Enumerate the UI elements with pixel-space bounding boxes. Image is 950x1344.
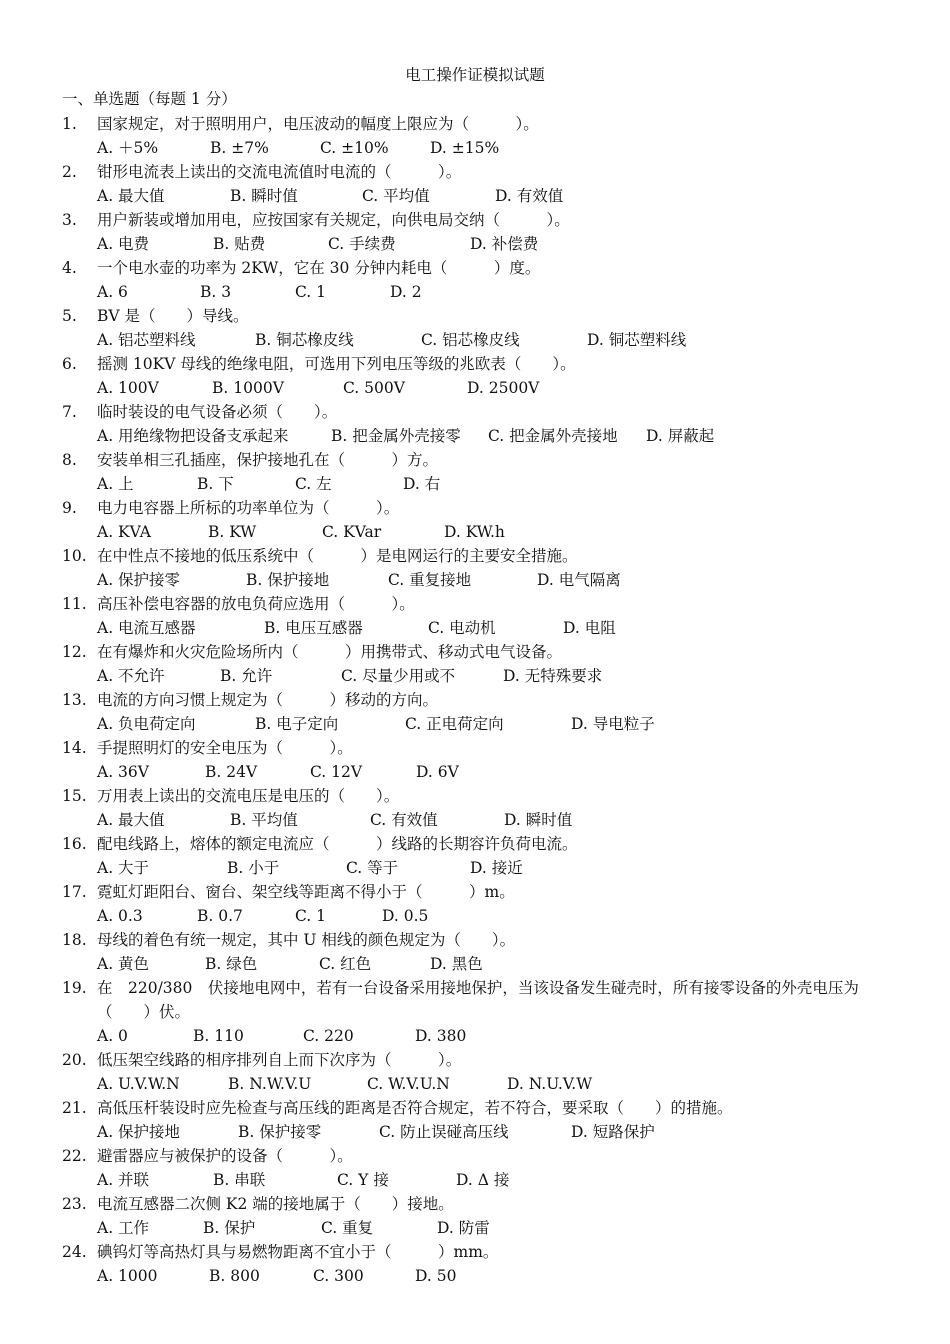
option-a: A. 黄色 <box>97 955 150 973</box>
question-text: 霓虹灯距阳台、窗台、架空线等距离不得小于（ ）m。 <box>97 883 515 901</box>
question-item <box>62 1048 902 1096</box>
option-b: B. 电子定向 <box>255 715 339 733</box>
answer-options <box>97 1024 902 1048</box>
option-a: A. 大于 <box>97 859 150 877</box>
option-d: D. 导电粒子 <box>571 715 655 733</box>
question-text: 电流互感器二次侧 K2 端的接地属于（ ）接地。 <box>97 1195 454 1213</box>
option-a: A. 用绝缘物把设备支承起来 <box>97 427 289 445</box>
question-stem <box>62 448 902 472</box>
option-b: B. N.W.V.U <box>228 1075 312 1093</box>
question-item <box>62 784 902 832</box>
question-text: 钳形电流表上读出的交流电流值时电流的（ ）。 <box>97 163 462 181</box>
answer-options <box>97 136 902 160</box>
answer-options <box>97 232 902 256</box>
option-a: A. 1000 <box>97 1267 158 1285</box>
question-item <box>62 256 902 304</box>
option-d: D. 短路保护 <box>571 1123 655 1141</box>
option-d: D. 50 <box>415 1267 457 1285</box>
option-d: D. 2 <box>390 283 422 301</box>
question-text: 低压架空线路的相序排列自上而下次序为（ ）。 <box>97 1051 462 1069</box>
question-stem <box>62 1192 902 1216</box>
option-b: B. 贴费 <box>213 235 266 253</box>
question-item <box>62 880 902 928</box>
question-number: 6. <box>62 355 77 373</box>
option-a: A. 电流互感器 <box>97 619 196 637</box>
answer-options <box>97 328 902 352</box>
option-d: D. KW.h <box>444 523 505 541</box>
option-d: D. 瞬时值 <box>504 811 573 829</box>
option-a: A. 并联 <box>97 1171 150 1189</box>
option-a: A. 最大值 <box>97 811 165 829</box>
option-b: B. 保护 <box>203 1219 256 1237</box>
question-stem <box>62 496 902 520</box>
question-item <box>62 928 902 976</box>
question-item <box>62 832 902 880</box>
answer-options <box>97 952 902 976</box>
option-b: B. 保护接零 <box>238 1123 322 1141</box>
question-item <box>62 400 902 448</box>
option-b: B. 铜芯橡皮线 <box>255 331 354 349</box>
question-number: 16. <box>62 835 87 853</box>
question-item <box>62 304 902 352</box>
option-b: B. KW <box>208 523 257 541</box>
option-b: B. 1000V <box>212 379 284 397</box>
question-number: 3. <box>62 211 77 229</box>
answer-options <box>97 520 902 544</box>
question-stem <box>62 400 902 424</box>
answer-options <box>97 808 902 832</box>
option-d: D. 电阻 <box>563 619 616 637</box>
question-number: 1. <box>62 115 77 133</box>
option-a: A. 不允许 <box>97 667 165 685</box>
option-c: C. 等于 <box>346 859 399 877</box>
option-d: D. N.U.V.W <box>507 1075 593 1093</box>
option-c: C. 220 <box>303 1027 354 1045</box>
option-d: D. 铜芯塑料线 <box>587 331 687 349</box>
option-b: B. 小于 <box>227 859 280 877</box>
question-stem <box>62 1048 902 1072</box>
option-d: D. 无特殊要求 <box>503 667 603 685</box>
question-text: 手提照明灯的安全电压为（ ）。 <box>97 739 353 757</box>
option-a: A. 6 <box>97 283 128 301</box>
option-b: B. 允许 <box>220 667 273 685</box>
option-d: D. 380 <box>415 1027 467 1045</box>
question-text: 高压补偿电容器的放电负荷应选用（ ）。 <box>97 595 415 613</box>
option-a: A. 最大值 <box>97 187 165 205</box>
answer-options <box>97 1072 902 1096</box>
answer-options <box>97 1264 902 1288</box>
question-stem <box>62 544 902 568</box>
answer-options <box>97 184 902 208</box>
option-c: C. 尽量少用或不 <box>341 667 456 685</box>
option-a: A. 工作 <box>97 1219 150 1237</box>
option-a: A. 36V <box>97 763 149 781</box>
option-c: C. 防止误碰高压线 <box>379 1123 509 1141</box>
question-number: 4. <box>62 259 77 277</box>
option-a: A. 100V <box>97 379 159 397</box>
question-number: 12. <box>62 643 87 661</box>
option-a: A. 保护接零 <box>97 571 181 589</box>
question-stem <box>62 304 902 328</box>
question-text: 国家规定，对于照明用户，电压波动的幅度上限应为（ ）。 <box>97 115 539 133</box>
option-d: D. Δ 接 <box>456 1171 510 1189</box>
option-b: B. 110 <box>193 1027 244 1045</box>
option-c: C. W.V.U.N <box>367 1075 450 1093</box>
option-c: C. 把金属外壳接地 <box>488 427 618 445</box>
answer-options <box>97 760 902 784</box>
question-stem <box>62 592 902 616</box>
answer-options <box>97 376 902 400</box>
option-d: D. 黑色 <box>430 955 483 973</box>
question-item <box>62 496 902 544</box>
question-item <box>62 1096 902 1144</box>
question-text: 摇测 10KV 母线的绝缘电阻，可选用下列电压等级的兆欧表（ ）。 <box>97 355 576 373</box>
question-text: 用户新装或增加用电，应按国家有关规定，向供电局交纳（ ）。 <box>97 211 570 229</box>
question-text: 临时装设的电气设备必须（ ）。 <box>97 403 338 421</box>
question-text: 高低压杆装设时应先检查与高压线的距离是否符合规定，若不符合，要采取（ ）的措施。 <box>97 1099 733 1117</box>
option-b: B. 串联 <box>213 1171 266 1189</box>
question-stem <box>62 832 902 856</box>
option-c: C. Y 接 <box>337 1171 389 1189</box>
option-b: B. 3 <box>200 283 232 301</box>
question-stem <box>62 352 902 376</box>
option-c: C. 重复接地 <box>388 571 472 589</box>
answer-options <box>97 664 902 688</box>
option-c: C. 重复 <box>321 1219 374 1237</box>
question-stem <box>62 1240 902 1264</box>
question-stem <box>62 688 902 712</box>
question-number: 11. <box>62 595 87 613</box>
option-b: B. 24V <box>205 763 258 781</box>
option-a: A. 保护接地 <box>97 1123 181 1141</box>
option-d: D. 0.5 <box>382 907 429 925</box>
option-d: D. 2500V <box>467 379 540 397</box>
question-number: 21. <box>62 1099 87 1117</box>
question-stem <box>62 880 902 904</box>
option-d: D. 接近 <box>470 859 523 877</box>
option-c: C. KVar <box>322 523 382 541</box>
answer-options <box>97 424 902 448</box>
option-b: B. 绿色 <box>205 955 258 973</box>
question-item <box>62 544 902 592</box>
question-stem <box>62 640 902 664</box>
question-text: 一个电水壶的功率为 2KW，它在 30 分钟内耗电（ ）度。 <box>97 259 541 277</box>
option-c: C. 红色 <box>319 955 372 973</box>
question-stem <box>62 112 902 136</box>
option-b: B. ±7% <box>210 139 269 157</box>
question-item <box>62 448 902 496</box>
answer-options <box>97 1216 902 1240</box>
option-a: A. 负电荷定向 <box>97 715 196 733</box>
option-c: C. 铝芯橡皮线 <box>421 331 520 349</box>
option-c: C. 300 <box>313 1267 364 1285</box>
option-c: C. 手续费 <box>328 235 396 253</box>
question-item <box>62 1240 902 1288</box>
option-c: C. 有效值 <box>370 811 438 829</box>
question-number: 22. <box>62 1147 87 1165</box>
option-a: A. 0.3 <box>97 907 143 925</box>
question-text: 母线的着色有统一规定，其中 U 相线的颜色规定为（ ）。 <box>97 931 516 949</box>
question-item <box>62 640 902 688</box>
answer-options <box>97 1168 902 1192</box>
question-item <box>62 352 902 400</box>
question-item <box>62 1144 902 1192</box>
answer-options <box>97 1120 902 1144</box>
option-b: B. 平均值 <box>230 811 298 829</box>
answer-options <box>97 712 902 736</box>
option-b: B. 0.7 <box>197 907 243 925</box>
answer-options <box>97 472 902 496</box>
option-a: A. 0 <box>97 1027 128 1045</box>
question-item <box>62 208 902 256</box>
option-b: B. 把金属外壳接零 <box>331 427 461 445</box>
question-text: 避雷器应与被保护的设备（ ）。 <box>97 1147 353 1165</box>
option-a: A. ＋5% <box>97 139 159 157</box>
question-stem <box>62 976 902 1024</box>
question-item <box>62 976 902 1048</box>
question-stem <box>62 736 902 760</box>
question-number: 20. <box>62 1051 87 1069</box>
question-text: 安装单相三孔插座，保护接地孔在（ ）方。 <box>97 451 439 469</box>
question-text: 万用表上读出的交流电压是电压的（ ）。 <box>97 787 400 805</box>
answer-options <box>97 904 902 928</box>
option-a: A. 上 <box>97 475 134 493</box>
option-d: D. 有效值 <box>495 187 564 205</box>
question-list <box>62 112 902 1288</box>
question-text: 在 220/380 伏接地电网中，若有一台设备采用接地保护，当该设备发生碰壳时，所有接零设备的外壳电压为（ ）伏。 <box>97 979 859 1021</box>
option-d: D. 屏蔽起 <box>646 427 715 445</box>
question-item <box>62 592 902 640</box>
option-a: A. U.V.W.N <box>97 1075 180 1093</box>
question-number: 14. <box>62 739 87 757</box>
question-number: 2. <box>62 163 77 181</box>
option-b: B. 保护接地 <box>246 571 330 589</box>
option-d: D. ±15% <box>430 139 500 157</box>
question-text: 电流的方向习惯上规定为（ ）移动的方向。 <box>97 691 439 709</box>
question-number: 17. <box>62 883 87 901</box>
question-item <box>62 112 902 160</box>
question-stem <box>62 1096 902 1120</box>
answer-options <box>97 280 902 304</box>
option-d: D. 电气隔离 <box>537 571 621 589</box>
option-c: C. ±10% <box>320 139 389 157</box>
option-a: A. KVA <box>97 523 151 541</box>
answer-options <box>97 856 902 880</box>
question-stem <box>62 928 902 952</box>
question-stem <box>62 160 902 184</box>
question-text: 配电线路上，熔体的额定电流应（ ）线路的长期容许负荷电流。 <box>97 835 578 853</box>
question-text: 在有爆炸和火灾危险场所内（ ）用携带式、移动式电气设备。 <box>97 643 563 661</box>
question-number: 15. <box>62 787 87 805</box>
question-number: 10. <box>62 547 87 565</box>
option-d: D. 6V <box>416 763 459 781</box>
question-text: BV 是（ ）导线。 <box>97 307 249 325</box>
question-stem <box>62 1144 902 1168</box>
question-text: 电力电容器上所标的功率单位为（ ）。 <box>97 499 400 517</box>
question-number: 7. <box>62 403 77 421</box>
answer-options <box>97 568 902 592</box>
option-d: D. 补偿费 <box>470 235 539 253</box>
question-stem <box>62 208 902 232</box>
answer-options <box>97 616 902 640</box>
option-c: C. 500V <box>343 379 405 397</box>
question-text: 在中性点不接地的低压系统中（ ）是电网运行的主要安全措施。 <box>97 547 578 565</box>
question-item <box>62 160 902 208</box>
question-number: 5. <box>62 307 77 325</box>
question-number: 19. <box>62 979 87 997</box>
question-stem <box>62 256 902 280</box>
page-title: 电工操作证模拟试题 <box>405 66 545 84</box>
option-a: A. 电费 <box>97 235 150 253</box>
question-item <box>62 1192 902 1240</box>
question-number: 23. <box>62 1195 87 1213</box>
question-item <box>62 688 902 736</box>
option-c: C. 1 <box>295 907 327 925</box>
question-stem <box>62 784 902 808</box>
question-number: 13. <box>62 691 87 709</box>
option-c: C. 电动机 <box>428 619 496 637</box>
question-item <box>62 736 902 784</box>
question-number: 9. <box>62 499 77 517</box>
question-text: 碘钨灯等高热灯具与易燃物距离不宜小于（ ）mm。 <box>97 1243 499 1261</box>
option-c: C. 1 <box>295 283 327 301</box>
option-c: C. 12V <box>310 763 363 781</box>
option-b: B. 瞬时值 <box>230 187 298 205</box>
option-d: D. 右 <box>403 475 441 493</box>
option-c: C. 正电荷定向 <box>405 715 504 733</box>
question-number: 24. <box>62 1243 87 1261</box>
option-c: C. 左 <box>295 475 332 493</box>
question-number: 18. <box>62 931 87 949</box>
section-heading: 一、单选题（每题 1 分） <box>62 90 237 108</box>
option-b: B. 800 <box>209 1267 260 1285</box>
option-a: A. 铝芯塑料线 <box>97 331 196 349</box>
option-c: C. 平均值 <box>362 187 430 205</box>
option-b: B. 下 <box>197 475 234 493</box>
question-number: 8. <box>62 451 77 469</box>
option-b: B. 电压互感器 <box>264 619 363 637</box>
option-d: D. 防雷 <box>437 1219 490 1237</box>
